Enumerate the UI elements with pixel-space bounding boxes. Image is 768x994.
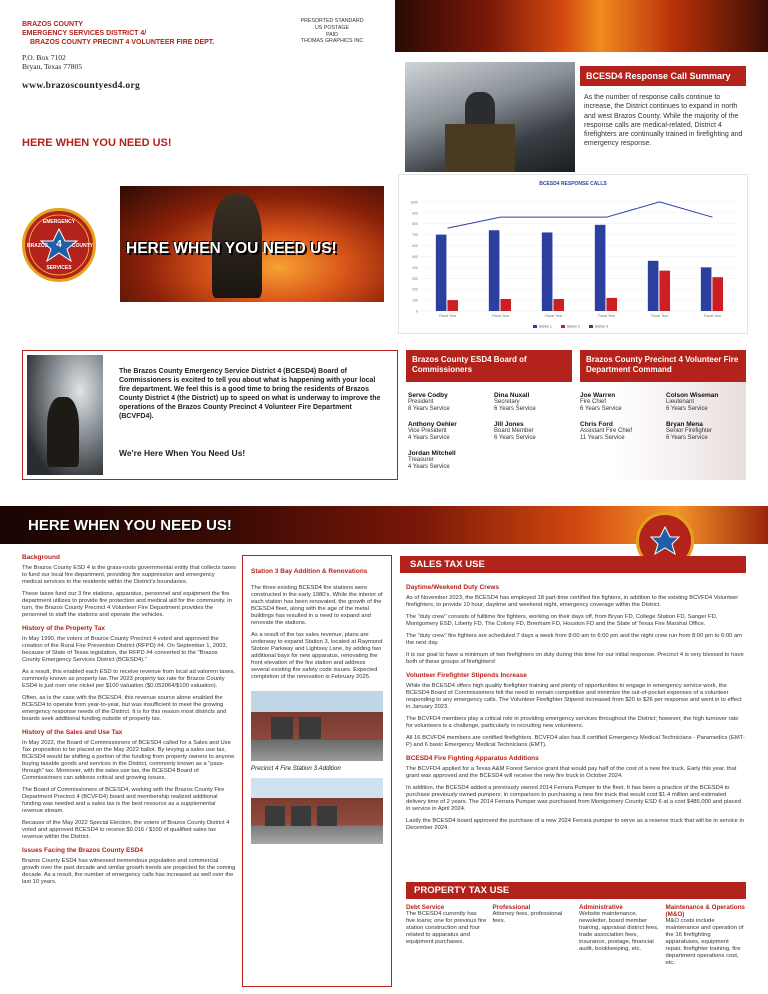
member-name: Jordan Mitchell xyxy=(408,450,456,457)
member-service: 8 Years Service xyxy=(408,406,450,413)
summary-title: BCESD4 Response Call Summary xyxy=(580,66,746,86)
fire-header-image xyxy=(395,0,768,52)
member-name: Jill Jones xyxy=(494,421,524,428)
member-name: Joe Warren xyxy=(580,392,616,399)
y-tick-label: 0 xyxy=(416,309,418,314)
y-tick-label: 900 xyxy=(412,211,418,216)
bay-door xyxy=(265,806,285,826)
org-line-3: BRAZOS COUNTY PRECINT 4 VOLUNTEER FIRE DEPT. xyxy=(30,39,215,46)
member-service: 6 Years Service xyxy=(666,406,708,413)
legend-label: Series 1 xyxy=(539,324,552,329)
y-tick-label: 200 xyxy=(412,287,418,292)
station3-rendering-2 xyxy=(251,778,383,844)
paragraph: In May 1990, the voters of Brazos County Precinct 4 voted and approved the creation of the Rural Fire Prevention District (RFPD) #4. On September 1, 2003, because of State of Texas legislation, the RFPD #4 converted to the "Brazos County Emergency Services District (BCESD4)." xyxy=(22,636,228,663)
paragraph: These taxes fund our 3 fire stations, apparatus, personnel and equipment the fire department utilizes to provide fire protection and medical aid for the community. In turn, the Brazos County Precinct 4 Volunteer Fire Department provides the personnel to staff the stations and operate the vehicles. xyxy=(22,591,232,618)
member-name: Colson Wiseman xyxy=(666,392,719,399)
legend-label: Series 3 xyxy=(595,324,608,329)
sales-tax-content xyxy=(406,578,746,837)
member-service: 4 Years Service xyxy=(408,435,450,442)
property-col-text: M&O costs include maintenance and operation of the 16 firefighting apparatuses, equipment repair, firefighter training, fire department operations cost, etc. xyxy=(665,918,744,966)
firefighter-hose-photo xyxy=(405,62,575,172)
paragraph: In addition, the BCESD4 added a previously owned 2014 Ferrara Pumper to the fleet. It has been a practice of the BCESD4 to purchase previously owned pumpers; in comparison to purchasing a new fire truck that would cost $1.4 million and estimated delivery time of 2 years. The 2014 Ferrara Pumper was purchased from Montgomery County ESD 6 at a cost $486,000 and placed in service in April 2024. xyxy=(406,785,741,812)
y-tick-label: 500 xyxy=(412,254,418,259)
sales-history-heading: History of the Sales and Use Tax xyxy=(22,729,123,736)
member-role: Treasurer xyxy=(408,457,434,463)
member-service: 4 Years Service xyxy=(408,464,450,471)
property-col xyxy=(579,904,660,967)
command-title: Brazos County Precinct 4 Volunteer Fire Department Command xyxy=(580,350,746,382)
bay-door xyxy=(317,806,337,826)
member-role: Vice President xyxy=(408,428,447,434)
page2-banner-text: HERE WHEN YOU NEED US! xyxy=(28,517,232,534)
y-tick-label: 300 xyxy=(412,276,418,281)
postage-line: US POSTAGE xyxy=(314,24,350,31)
y-tick-label: 100 xyxy=(412,298,418,303)
postage-line: PRESORTED STANDARD xyxy=(300,18,364,24)
badge-right-text: COUNTY xyxy=(71,243,93,249)
member-role: Board Member xyxy=(494,428,534,434)
y-tick-label: 800 xyxy=(412,222,418,227)
bar-series-1 xyxy=(648,261,659,311)
paragraph: As a result of the tax sales revenue, plans are underway to expand Station 3, located at Raymond Stotzer Parkway and Lightsey Lane, by adding two additional bays for new apparatus, renovating the front elevation of the fire station and address several existing fire safety code issues. Expected completion of the renovation is February 2025. xyxy=(251,632,383,680)
station3-rendering-1 xyxy=(251,691,383,761)
command-member xyxy=(580,421,632,442)
member-service: 6 Years Service xyxy=(494,406,536,413)
firefighter-silhouette xyxy=(47,397,79,467)
x-tick-label: Fiscal Year xyxy=(650,314,669,318)
bar-series-1 xyxy=(489,230,500,311)
board-title: Brazos County ESD4 Board of Commissioners xyxy=(406,350,572,382)
leadership-panel xyxy=(406,350,746,480)
postage-line: THOMAS GRAPHICS INC xyxy=(300,38,364,45)
badge-top-text: EMERGENCY xyxy=(42,219,76,225)
member-role: Senior Firefighter xyxy=(666,428,713,434)
website-link[interactable]: www.brazoscountyesd4.org xyxy=(22,81,141,91)
member-name: Serve Codby xyxy=(408,392,448,399)
paragraph: Lastly the BCESD4 board approved the purchase of a new 2024 Ferrara pumper to serve as a reserve truck that will be in service in December 2024. xyxy=(406,818,745,831)
board-member xyxy=(494,392,536,413)
paragraph: Brazos County ESD4 has witnessed tremendous population and commercial growth over the past decade and similar growth trends are projected for the coming decade. As a result, the number of emergency calls has increased as well over the last 10 years. xyxy=(22,858,236,885)
x-tick-label: Fiscal Year xyxy=(597,314,616,318)
paragraph: In May 2022, the Board of Commissioners of BCESD4 called for a Sales and Use Tax proposition to be placed on the May 2022 ballot. By levying a sales use tax, BCESD4 would be shifting a portion of the funding from property owners to anyone buying taxable goods and services in the District, commonly known as a "pass-through" tax. Moreover, with the sales use tax, the BCESD4 Board of Commissioners can address critical and growing issues. xyxy=(22,740,235,781)
command-member xyxy=(666,421,712,442)
member-role: President xyxy=(408,399,434,405)
x-tick-label: Fiscal Year xyxy=(438,314,457,318)
property-col xyxy=(666,904,747,967)
board-member xyxy=(494,421,536,442)
property-history-heading: History of the Property Tax xyxy=(22,625,105,632)
legend-label: Series 2 xyxy=(567,324,580,329)
member-service: 6 Years Service xyxy=(494,435,536,442)
bar-series-2 xyxy=(659,271,670,311)
chart-svg xyxy=(399,175,747,333)
bar-series-2 xyxy=(447,300,458,311)
x-tick-label: Fiscal Year xyxy=(491,314,510,318)
paragraph: The BCVFD4 applied for a Texas A&M Forest Service grant that would pay half of the cost of a new fire truck. Early this year, that grant was approved and the BCESD4 will receive the new fire truck in October 2024. xyxy=(406,766,737,779)
board-member xyxy=(408,421,457,442)
apparatus-heading: BCESD4 Fire Fighting Apparatus Additions xyxy=(406,755,539,762)
line-series-3 xyxy=(448,202,713,228)
badge-bottom-text: SERVICES xyxy=(46,265,72,271)
intro-closing: We're Here When You Need Us! xyxy=(119,448,246,458)
paragraph: As a result, this enabled each ESD to receive revenue from local ad valorem taxes, commonly known as property tax.The 2023 property tax rate for Brazos County ESD4 is just over one nickel per $100 valuation ($0.052064/$100 valuation). xyxy=(22,669,235,689)
legend-swatch xyxy=(589,325,593,328)
property-col-text: Attorney fees, professional fees. xyxy=(492,911,563,924)
member-name: Anthony Oehler xyxy=(408,421,457,428)
intro-box xyxy=(22,350,398,480)
bay-door xyxy=(271,717,293,739)
member-service: 6 Years Service xyxy=(666,435,708,442)
x-tick-label: Fiscal Year xyxy=(703,314,722,318)
property-col-heading: Debt Service xyxy=(406,904,445,911)
coat-shape xyxy=(445,124,515,172)
board-member xyxy=(408,450,456,471)
board-member xyxy=(408,392,450,413)
duty-crews-heading: Daytime/Weekend Duty Crews xyxy=(406,584,500,591)
property-col-heading: Maintenance & Operations (M&O) xyxy=(665,904,745,918)
response-calls-chart xyxy=(398,174,748,334)
paragraph: The "duty crew" consists of fulltime fire fighters, working on their days off, from Bryan FD, College Station FD, Sanger FD, Montgomery ESD, Liberty FD, The Colony FD, Brenham FD, Houston FD and the State of Texas Fire Marshal Office. xyxy=(406,614,718,627)
property-col-text: The BCESD4 currently has five loans; one for previous fire station construction and four related to apparatus and equipment purchases. xyxy=(406,911,487,945)
tagline: HERE WHEN YOU NEED US! xyxy=(22,137,172,149)
summary-body: As the number of response calls continue to increase, the District continues to expand in north and west Brazos County. While the majority of the response calls are medical-related, District 4 firefighters are continually trained in firefighting and emergency response. xyxy=(584,94,743,148)
org-line-2: EMERGENCY SERVICES DISTRICT 4/ xyxy=(22,30,147,37)
property-tax-title: PROPERTY TAX USE xyxy=(406,882,746,899)
paragraph: The BCVFD4 members play a critical role in providing emergency services throughout the District; however, the high turnover rate for volunteers is a challenge, particularly in recruiting new volunteers. xyxy=(406,716,739,729)
bar-series-1 xyxy=(701,267,712,311)
postage-indicia xyxy=(292,18,372,45)
paragraph: Because of the May 2022 Special Election, the voters of Brazos County District 4 voted and approved BCESD4 to receive $0.016 / $100 of qualified sales tax revenue within the District. xyxy=(22,820,230,840)
hero-banner-text: HERE WHEN YOU NEED US! xyxy=(126,240,337,257)
paragraph: While the BCESD4 offers high quality firefighter training and plenty of opportunities to engage in emergency service work, the BCESD4 Board of Commissioners felt the need to remain competitive and minimize the out-of-pocket expenses of a volunteer responding to any emergency calls. The Volunteer Firefighter Stipend increased from $20 to $26 per response and went in to effect in January 2023. xyxy=(406,683,742,710)
member-name: Dina Nuxall xyxy=(494,392,530,399)
sales-tax-title: SALES TAX USE xyxy=(400,556,746,573)
bar-series-2 xyxy=(500,299,511,311)
bar-series-1 xyxy=(542,232,553,311)
bar-series-1 xyxy=(436,235,447,311)
esd4-badge-logo xyxy=(22,208,96,282)
background-heading: Background xyxy=(22,554,60,561)
left-column xyxy=(22,548,236,891)
paragraph: The Brazos County ESD 4 is the grass-roots governmental entity that collects taxes to fund our local fire department, providing fire suppression and emergency medical services to the residents within the District's boundaries. xyxy=(22,565,236,585)
member-role: Secretary xyxy=(494,399,520,405)
badge-left-text: BRAZOS xyxy=(27,243,49,249)
station3-heading: Station 3 Bay Addition & Renovations xyxy=(251,568,368,575)
member-name: Chris Ford xyxy=(580,421,613,428)
paragraph: The Board of Commissioners of BCESD4, working with the Brazos County Fire Department Precinct 4 (BCVFD4) board and membership realized additional funding was needed and a sales tax is the best resource as a supplemental revenue stream. xyxy=(22,787,225,814)
y-tick-label: 1000 xyxy=(410,200,418,205)
legend-swatch xyxy=(561,325,565,328)
postage-line: PAID xyxy=(326,31,338,38)
property-col xyxy=(406,904,487,967)
member-role: Assistant Fire Chief xyxy=(580,428,633,434)
member-name: Bryan Mena xyxy=(666,421,703,428)
paragraph: All 16 BCVFD4 members are certified firefighters. BCVFD4 also has 8 certified Emergency Medical Technicians - Paramedics (EMT-P) and 6 basic Emergency Medical Technicians (EMT). xyxy=(406,735,745,748)
property-tax-columns xyxy=(406,904,746,967)
property-col-heading: Administrative xyxy=(579,904,623,911)
bay-door xyxy=(291,806,311,826)
chart-title: BCESD4 RESPONSE CALLS xyxy=(539,181,607,187)
paragraph: As of November 2023, the BCESD4 has employed 18 part-time certified fire fighters, in addition to the existing BCVFD4 Volunteer firefighters, to provide 10 hour, daytime and weekend night, emergency coverage within the District. xyxy=(406,595,739,608)
paragraph: Often, as is the case with the BCESD4, this revenue source alone enabled the BCESD4 to operate from year-to-year, but was insufficient to meet the growing emergency response needs of the District. It is for this reason most districts and boards seek additional funding outside of property tax. xyxy=(22,695,227,722)
bar-series-2 xyxy=(712,277,723,311)
member-service: 6 Years Service xyxy=(580,406,622,413)
firefighter-spray-photo xyxy=(27,355,103,475)
member-role: Fire Chief xyxy=(580,399,607,405)
station3-sidebar xyxy=(242,555,392,987)
y-tick-label: 700 xyxy=(412,233,418,238)
badge-number: 4 xyxy=(56,239,62,250)
intro-body: The Brazos County Emergency Service District 4 (BCESD4) Board of Commissioners is excited to tell you about what is happening with your local fire department. We feel this is a good time to bring the residents of Brazos County District 4 (the District) up to speed on what is underway to improve the operations of the Brazos County Precinct 4 Volunteer Fire Department (BCVFD4). xyxy=(119,368,381,420)
helmet-shape xyxy=(465,92,495,128)
paragraph: The three existing BCESD4 fire stations were constructed in the early 1980's. While the interior of each station has been renovated, the growth of the BCESD4 fleet, along with the age of the metal buildings has resulted in a need to expand and renovate the stations. xyxy=(251,585,383,626)
property-col-text: Website maintenance, newsletter, board member training, appraisal district fees, trade association fees, insurance, postage, financial audit, bookkeeping, etc. xyxy=(579,911,659,952)
command-member xyxy=(666,392,718,413)
bar-series-2 xyxy=(606,298,617,311)
org-line-1: BRAZOS COUNTY xyxy=(22,21,84,28)
bar-series-2 xyxy=(553,299,564,311)
station3-caption: Precinct 4 Fire Station 3 Addition xyxy=(251,765,341,772)
y-tick-label: 600 xyxy=(412,244,418,249)
po-box: P.O. Box 7102 xyxy=(22,53,66,62)
paragraph: It is our goal to have a minimum of two firefighters on duty during this time for our initial response. Precinct 4 is very blessed to have both of these groups of firefighters! xyxy=(406,652,744,665)
member-role: Lieutenant xyxy=(666,399,695,405)
y-tick-label: 400 xyxy=(412,265,418,270)
property-col xyxy=(493,904,574,967)
legend-swatch xyxy=(533,325,537,328)
bay-door xyxy=(299,717,321,739)
x-tick-label: Fiscal Year xyxy=(544,314,563,318)
stipends-heading: Volunteer Firefighter Stipends Increase xyxy=(406,672,527,679)
bar-series-1 xyxy=(595,225,606,311)
issues-heading: Issues Facing the Brazos County ESD4 xyxy=(22,847,144,854)
command-member xyxy=(580,392,622,413)
paragraph: The "duty crew" fire fighters are scheduled 7 days a week from 8:00 am to 6:00 pm and the night crew run from 8:00 pm to 6:00 am the next day. xyxy=(406,633,742,646)
property-col-heading: Professional xyxy=(492,904,531,911)
masthead xyxy=(22,20,242,71)
hero-section xyxy=(22,186,384,302)
city-address: Bryan, Texas 77805 xyxy=(22,62,82,71)
member-service: 11 Years Service xyxy=(580,435,625,442)
